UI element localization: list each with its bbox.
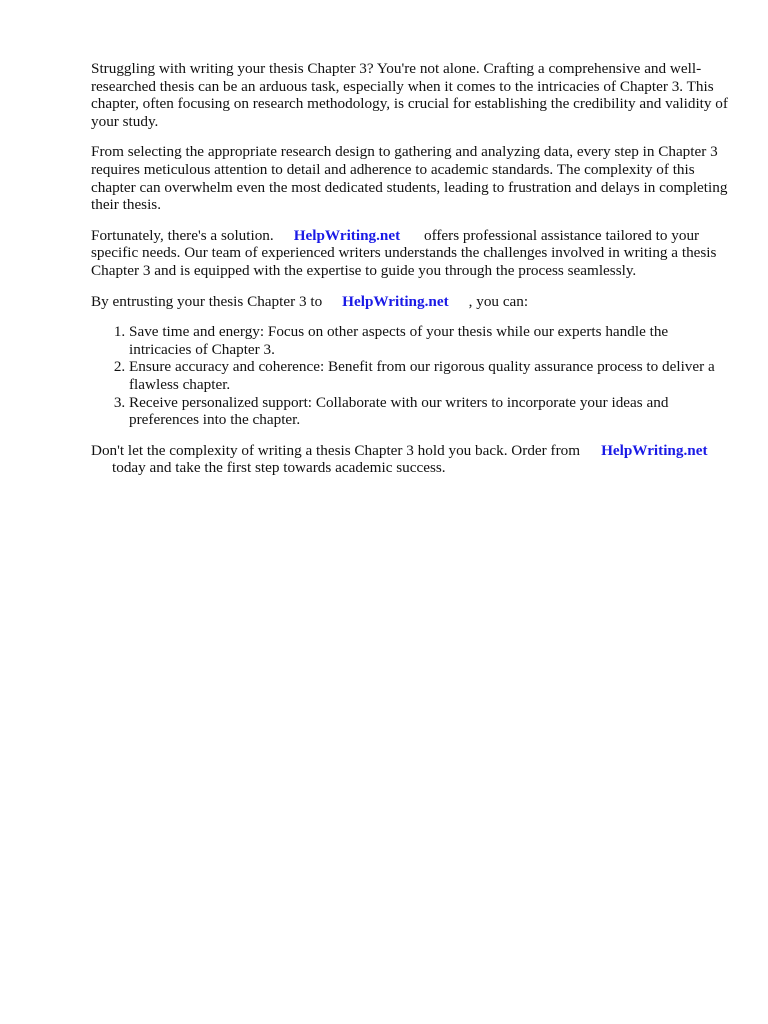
solution-paragraph <box>91 227 731 280</box>
helpwriting-link-2[interactable]: HelpWriting.net <box>342 292 449 310</box>
intro-paragraph: Struggling with writing your thesis Chapter 3? You're not alone. Crafting a comprehensive and well-researched thesis can be an arduous task, especially when it comes to the intricacies of Chapter 3. This chapter, often focusing on research methodology, is crucial for establishing the credibility and validity of your study. <box>91 60 728 130</box>
solution-text-before: Fortunately, there's a solution. <box>91 226 274 244</box>
benefits-list <box>91 323 731 429</box>
entrusting-paragraph <box>91 293 731 311</box>
list-item: 1. Save time and energy: Focus on other aspects of your thesis while our experts handle the intricacies of Chapter 3. <box>129 323 731 358</box>
list-item: 3. Receive personalized support: Collaborate with our writers to incorporate your ideas and preferences into the chapter. <box>129 394 731 429</box>
list-item: 2. Ensure accuracy and coherence: Benefit from our rigorous quality assurance process to deliver a flawless chapter. <box>129 358 731 393</box>
helpwriting-link-1[interactable]: HelpWriting.net <box>293 226 401 244</box>
solution-text-after: offers professional assistance tailored to your specific needs. Our team of experienced writers understands the challenges involved in writing a thesis Chapter 3 and is equipped with the expertise to guide you through the process seamlessly. <box>91 226 717 279</box>
closing-text-after: today and take the first step towards academic success. <box>112 459 446 477</box>
entrusting-text-before: By entrusting your thesis Chapter 3 to <box>91 292 323 310</box>
complexity-paragraph: From selecting the appropriate research design to gathering and analyzing data, every step in Chapter 3 requires meticulous attention to detail and adherence to academic standards. The complexity of this chapter can overwhelm even the most dedicated students, leading to frustration and delays in completing their thesis. <box>91 143 728 214</box>
closing-text-before: Don't let the complexity of writing a thesis Chapter 3 hold you back. Order from <box>91 441 581 459</box>
closing-paragraph <box>91 442 731 477</box>
document-page <box>91 60 731 490</box>
helpwriting-link-3[interactable]: HelpWriting.net <box>601 441 708 459</box>
entrusting-text-after: , you can: <box>468 292 529 310</box>
